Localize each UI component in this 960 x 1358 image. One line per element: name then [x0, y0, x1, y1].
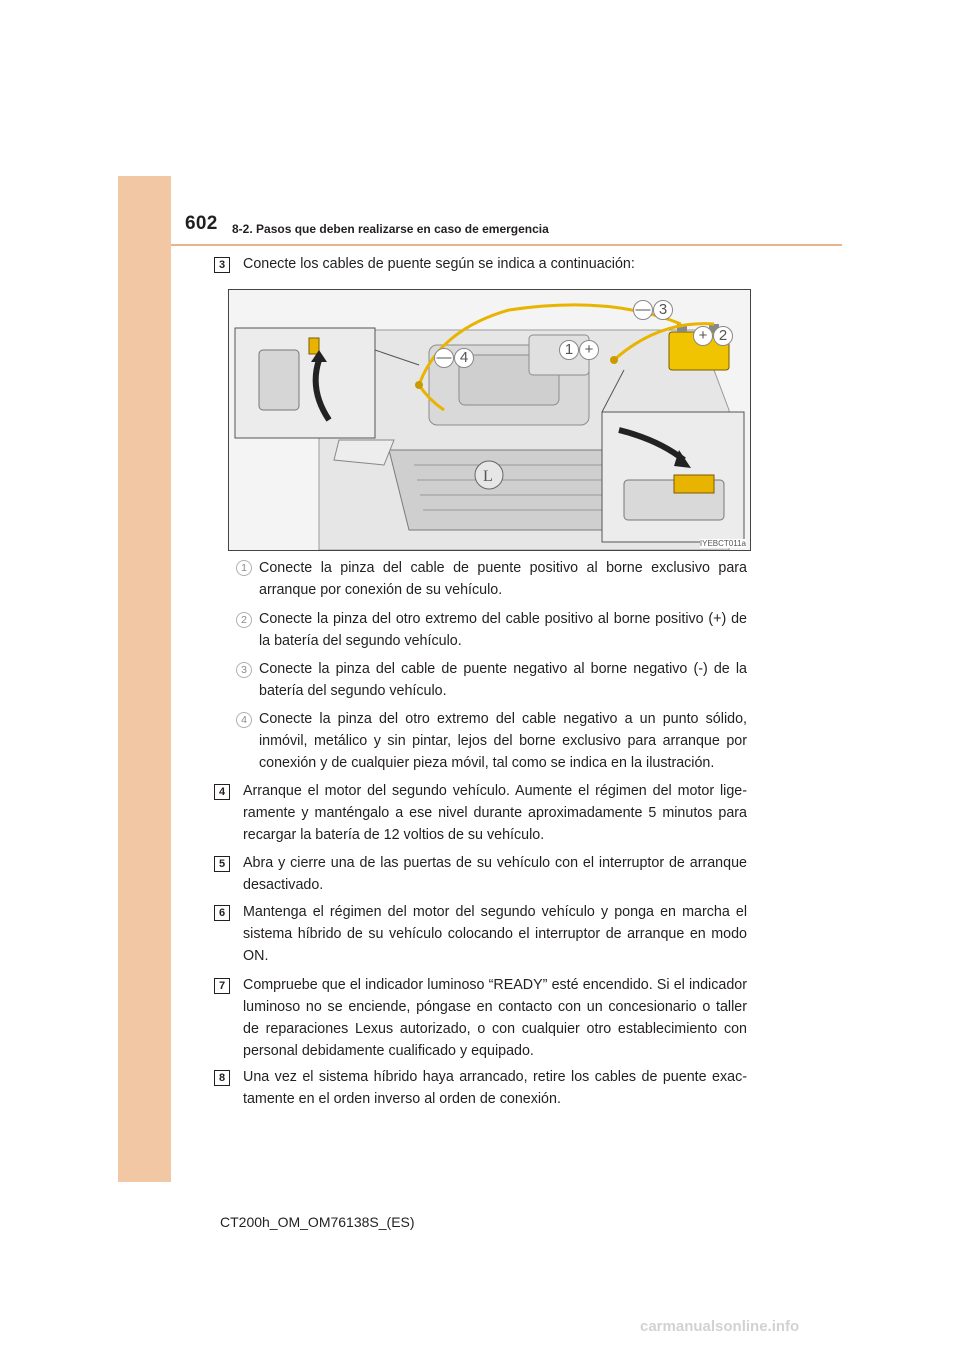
callout-number: 3 — [653, 300, 673, 320]
callout-3 — [633, 300, 673, 320]
substep-number: 4 — [236, 712, 252, 728]
step-number-box: 4 — [214, 784, 230, 800]
watermark: carmanualsonline.info — [640, 1318, 800, 1335]
step-text: Compruebe que el indicador luminoso “READY” esté encendido. Si el indicador luminoso no se enciende, póngase en contacto con un concesionario o taller de reparaciones Lexus autorizado, o con cualquier otro establecimiento con personal debidamente cualificado y equipado. — [243, 977, 747, 1059]
step-text: Una vez el sistema híbrido haya arrancado, retire los cables de puente exactamente en el orden inverso al orden de conexión. — [243, 1069, 747, 1107]
step-text: Arranque el motor del segundo vehículo. Aumente el régimen del motor ligeramente y manténgalo a ese nivel durante aproximadamente 5 minutos para recargar la batería de 12 voltios de su vehículo. — [243, 783, 747, 843]
figure-code: IYEBCT011a — [699, 539, 746, 548]
callout-2 — [693, 326, 733, 346]
callout-number: 2 — [713, 326, 733, 346]
callout-1 — [559, 340, 599, 360]
svg-text:L: L — [483, 468, 493, 485]
callout-sign-minus: — — [633, 300, 653, 320]
document-code: CT200h_OM_OM76138S_(ES) — [220, 1214, 415, 1230]
engine-bay-drawing — [229, 290, 750, 550]
section-title: 8-2. Pasos que deben realizarse en caso de emergencia — [232, 222, 549, 236]
callout-sign-plus: + — [693, 326, 713, 346]
jump-start-illustration — [228, 289, 751, 551]
page-number: 602 — [185, 213, 218, 234]
substep-text: Conecte la pinza del otro extremo del cable positivo al borne positivo (+) de la batería del segundo vehículo. — [259, 611, 747, 649]
substep-text: Conecte la pinza del cable de puente positivo al borne exclusivo para arranque por conexión de su vehículo. — [259, 560, 747, 598]
substep-text: Conecte la pinza del cable de puente negativo al borne negativo (-) de la batería del segundo vehículo. — [259, 661, 747, 699]
callout-sign-plus: + — [579, 340, 599, 360]
header-rule — [171, 244, 842, 246]
callout-number: 1 — [559, 340, 579, 360]
step-text: Mantenga el régimen del motor del segundo vehículo y ponga en marcha el sistema híbrido de su vehículo colocando el interruptor de arranque en modo ON. — [243, 904, 747, 964]
step-text: Conecte los cables de puente según se indica a continuación: — [243, 256, 635, 272]
callout-4 — [434, 348, 474, 368]
callout-number: 4 — [454, 348, 474, 368]
substep-number: 1 — [236, 560, 252, 576]
side-color-band — [118, 176, 171, 1182]
step-number-box: 3 — [214, 257, 230, 273]
step-number-box: 6 — [214, 905, 230, 921]
substep-number: 2 — [236, 612, 252, 628]
step-number-box: 8 — [214, 1070, 230, 1086]
step-number-box: 7 — [214, 978, 230, 994]
substep-text: Conecte la pinza del otro extremo del cable negativo a un punto sólido, inmóvil, metálico y sin pintar, lejos del borne exclusivo para arranque por conexión y de cualquier pieza móvil, tal como se indica en la ilustración. — [259, 711, 747, 771]
substep-number: 3 — [236, 662, 252, 678]
step-number-box: 5 — [214, 856, 230, 872]
callout-sign-minus: — — [434, 348, 454, 368]
step-text: Abra y cierre una de las puertas de su vehículo con el interruptor de arranque desactivado. — [243, 855, 747, 893]
